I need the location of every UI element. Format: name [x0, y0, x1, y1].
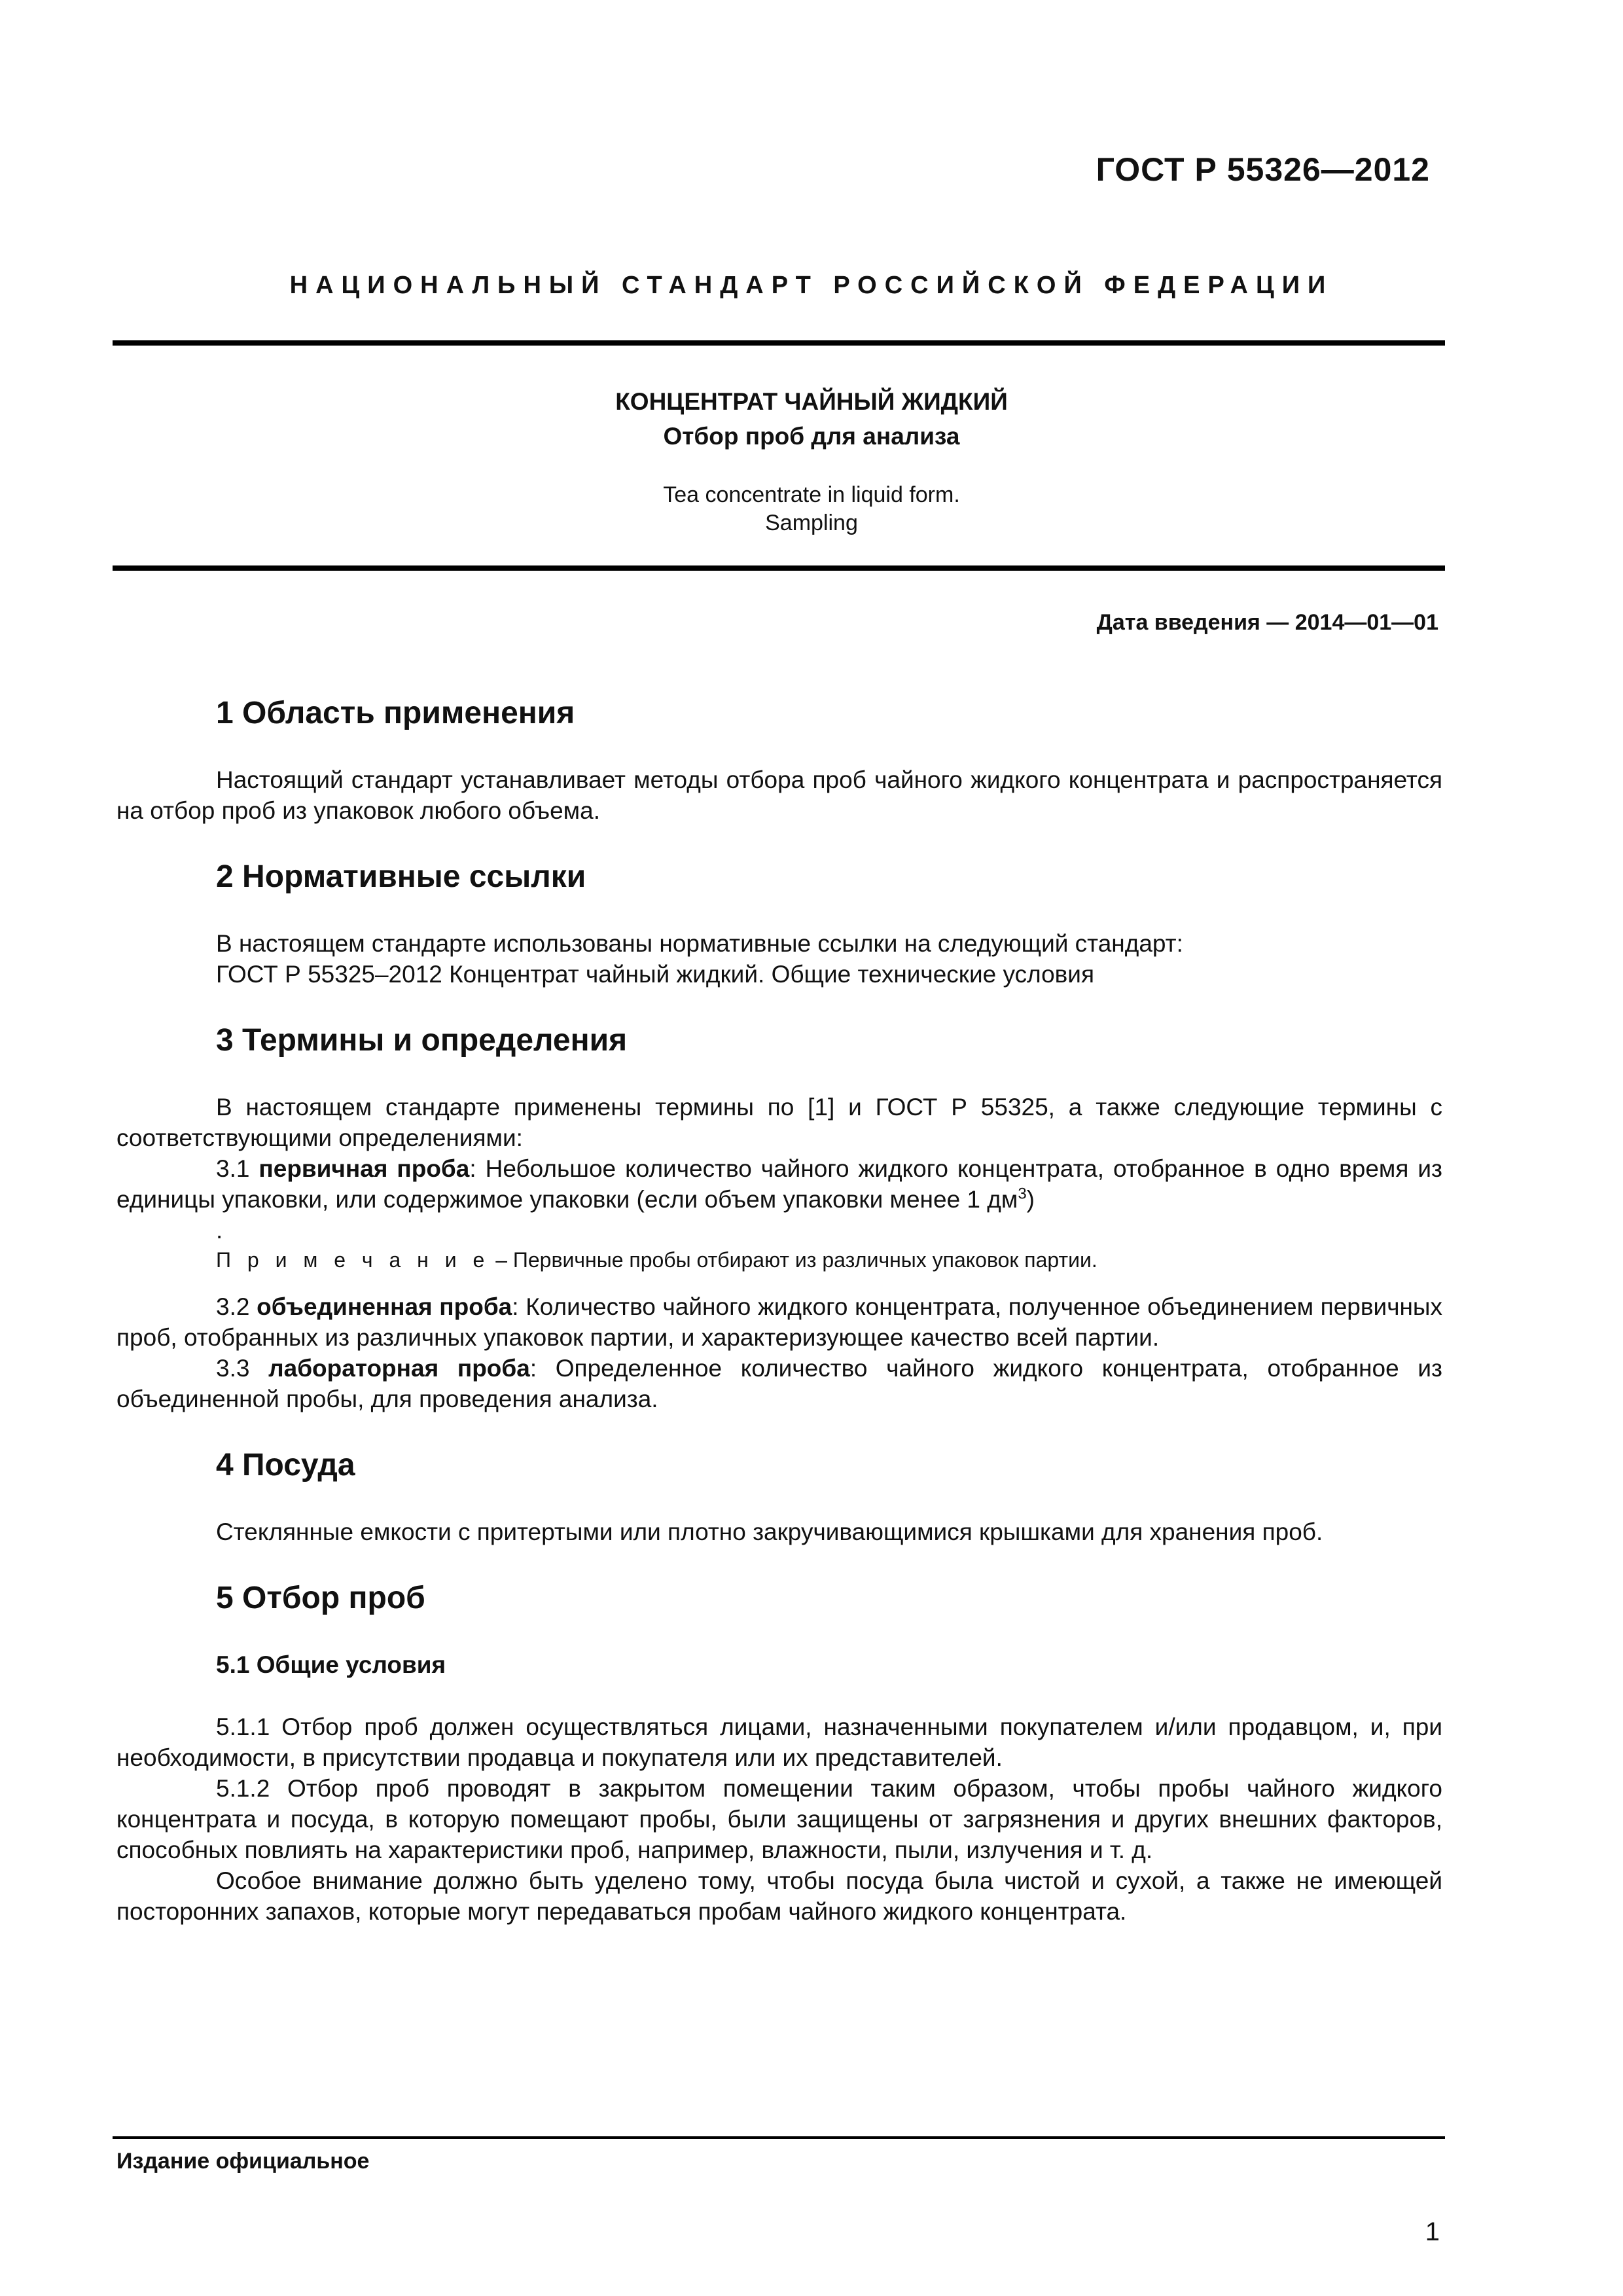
term-3-3-number: 3.3: [216, 1355, 250, 1382]
national-standard-heading: НАЦИОНАЛЬНЫЙ СТАНДАРТ РОССИЙСКОЙ ФЕДЕРАЦИИ: [289, 272, 1334, 299]
document-subtitle: Отбор проб для анализа: [663, 423, 960, 450]
term-3-1-definition: : Небольшое количество чайного жидкого концентрата, отобранное в одно время из единицы упаковки, или содержимое упаковки (если объем упаковки менее 1 дм: [116, 1155, 1442, 1213]
term-3-2-number: 3.2: [216, 1293, 250, 1320]
section-1-text: Настоящий стандарт устанавливает методы отбора проб чайного жидкого концентрата и распространяется на отбор проб из упаковок любого объема.: [116, 766, 1442, 824]
document-body: [116, 694, 1442, 1927]
clause-5-1-1: 5.1.1 Отбор проб должен осуществляться лицами, назначенными покупателем и/или продавцом, и, при необходимости, в присутствии продавца и покупателя или их представителей.: [116, 1713, 1442, 1771]
note: [116, 1246, 1442, 1274]
term-3-2: [116, 1291, 1442, 1353]
term-3-1-term: первичная проба: [259, 1155, 470, 1182]
note-label: П р и м е ч а н и е: [216, 1248, 490, 1272]
section-5-heading: 5 Отбор проб: [216, 1581, 425, 1615]
english-title-line2: Sampling: [765, 511, 858, 535]
term-3-1: [116, 1153, 1442, 1215]
term-3-2-definition: : Количество чайного жидкого концентрата, полученное объединением первичных проб, отобранных из различных упаковок партии, и характеризующее качество всей партии.: [116, 1293, 1442, 1351]
english-title-line1: Tea concentrate in liquid form.: [663, 482, 960, 507]
term-3-2-term: объединенная проба: [257, 1293, 512, 1320]
section-2-line1: В настоящем стандарте использованы нормативные ссылки на следующий стандарт:: [216, 930, 1183, 957]
top-rule: [113, 340, 1445, 346]
term-3-3: [116, 1353, 1442, 1414]
term-3-1-superscript: 3: [1018, 1185, 1027, 1203]
term-3-1-number: 3.1: [216, 1155, 250, 1182]
introduction-date: Дата введения — 2014—01—01: [1096, 610, 1438, 635]
clause-5-1-2-continued: Особое внимание должно быть уделено тому, чтобы посуда была чистой и сухой, а также не имеющей посторонних запахов, которые могут передаваться пробам чайного жидкого концентрата.: [116, 1867, 1442, 1925]
document-title: КОНЦЕНТРАТ ЧАЙНЫЙ ЖИДКИЙ: [615, 388, 1008, 415]
section-5-1-heading: 5.1 Общие условия: [216, 1651, 446, 1678]
footer-rule: [113, 2136, 1445, 2139]
section-1-heading: 1 Область применения: [216, 696, 575, 730]
section-4-text: Стеклянные емкости с притертыми или плотно закручивающимися крышками для хранения проб.: [216, 1518, 1323, 1545]
section-3-heading: 3 Термины и определения: [216, 1023, 628, 1058]
page-number: 1: [1425, 2217, 1440, 2246]
section-2-heading: 2 Нормативные ссылки: [216, 859, 586, 894]
section-2-reference: ГОСТ Р 55325–2012 Концентрат чайный жидкий. Общие технические условия: [216, 961, 1095, 988]
section-3-intro: В настоящем стандарте применены термины по [1] и ГОСТ Р 55325, а также следующие термины с соответствующими определениями:: [116, 1094, 1442, 1151]
standard-number: ГОСТ Р 55326—2012: [1096, 151, 1430, 188]
note-text: – Первичные пробы отбирают из различных упаковок партии.: [490, 1248, 1097, 1272]
official-edition-label: Издание официальное: [116, 2149, 370, 2174]
term-3-3-definition: : Определенное количество чайного жидкого концентрата, отобранное из объединенной пробы, для проведения анализа.: [116, 1355, 1442, 1412]
section-4-heading: 4 Посуда: [216, 1448, 355, 1482]
term-3-3-term: лабораторная проба: [268, 1355, 530, 1382]
title-bottom-rule: [113, 565, 1445, 571]
term-3-1-dot: .: [216, 1217, 223, 1244]
term-3-1-close: ): [1026, 1186, 1035, 1213]
clause-5-1-2: 5.1.2 Отбор проб проводят в закрытом помещении таким образом, чтобы пробы чайного жидкого концентрата и посуда, в которую помещают пробы, были защищены от загрязнения и других внешних факторов, способных повлиять на характеристики проб, например, влажности, пыли, излучения и т. д.: [116, 1775, 1442, 1863]
